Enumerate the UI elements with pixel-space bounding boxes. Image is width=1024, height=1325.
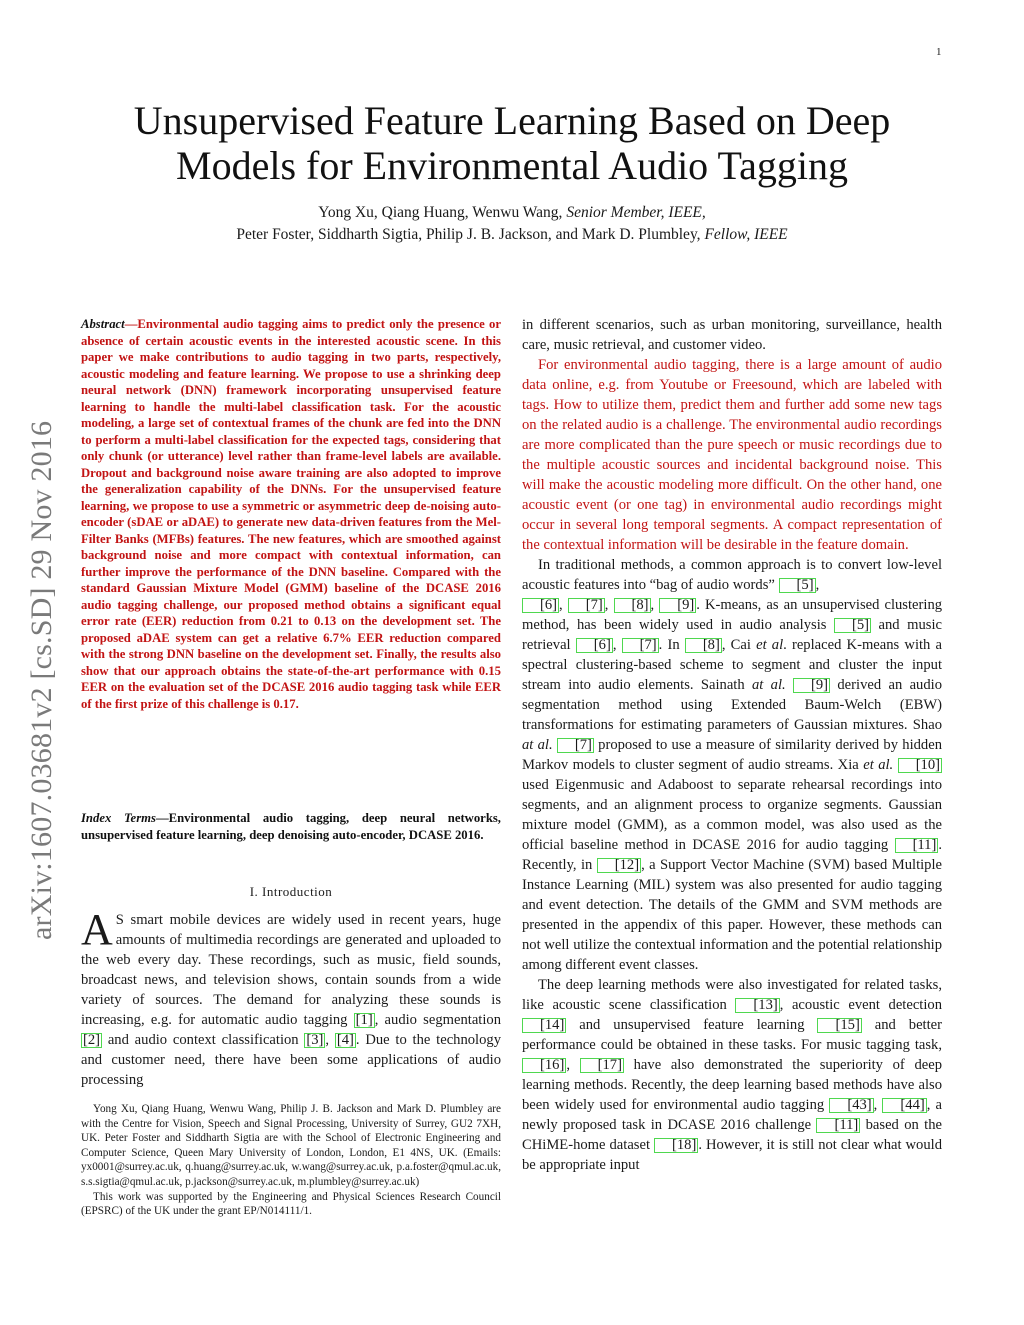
body-text: In traditional methods, a common approach is to convert low-level acoustic features into “bag of audio words” bbox=[522, 557, 942, 593]
body-text: proposed to use a measure of similarity derived by hidden Markov models to cluster segment of audio streams. Xia bbox=[522, 737, 943, 773]
intro-text: S smart mobile devices are widely used in recent years, huge amounts of multimedia recordings are generated and uploaded to the web every day. These recordings, such as music, field sounds, broadcast news, and television shows, contain sounds from a wide variety of sources. The demand for analyzing these sounds is increasing, e.g. for automatic audio tagging bbox=[81, 912, 501, 1028]
title-line-1: Unsupervised Feature Learning Based on Deep bbox=[133, 98, 891, 143]
paragraph-traditional-methods bbox=[522, 555, 942, 975]
author-list bbox=[60, 202, 964, 246]
footnote-affiliations: Yong Xu, Qiang Huang, Wenwu Wang, Philip J. B. Jackson and Mark D. Plumbley are with the Centre for Vision, Speech and Signal Processing, University of Surrey, GU2 7XH, UK. Peter Foster and Siddharth Sigtia are with the School of Electronic Engineering and Computer Science, Queen Mary University of London, London, E1 4NS, UK. (Emails: yx0001@surrey.ac.uk, q.huang@surrey.ac.uk, w.wang@surrey.ac.uk, p.a.foster@qmul.ac.uk, s.s.sigtia@qmul.ac.uk, p.jackson@surrey.ac.uk, m.plumbley@surrey.ac.uk) bbox=[81, 1103, 501, 1188]
authors-line-1 bbox=[60, 202, 964, 224]
body-text: . replaced K-means with a spectral clustering-based scheme to segment and cluster the input stream into audio elements. Sainath bbox=[522, 637, 942, 693]
citation-link[interactable]: [18] bbox=[654, 1138, 698, 1153]
citation-link[interactable]: [13] bbox=[735, 998, 779, 1013]
abstract-text: —Environmental audio tagging aims to predict only the presence or absence of certain acoustic events in the interested acoustic scene. In this paper we make contributions to audio tagging in two parts, respectively, acoustic modeling and feature learning. We propose to use a shrinking deep neural network (DNN) framework incorporating unsupervised feature learning to handle the multi-label classification task. For the acoustic modeling, a large set of contextual frames of the chunk are fed into the DNN to perform a multi-label classification for the expected tags, considering that only chunk (or utterance) level rather than frame-level labels are available. Dropout and background noise aware training are also adopted to improve the generalization capability of the DNNs. For the unsupervised feature learning, we propose to use a symmetric or asymmetric deep de-noising auto-encoder (sDAE or aDAE) to generate new data-driven features from the Mel-Filter Banks (MFBs) features. The new features, which are smoothed against background noise and more compact with contextual information, can further improve the performance of the DNN baseline. Compared with the standard Gaussian Mixture Model (GMM) baseline of the DCASE 2016 audio tagging challenge, our proposed method obtains a significant equal error rate (EER) reduction from 0.21 to 0.13 on the development set. The proposed aDAE system can get a relative 6.7% EER reduction compared with the strong DNN baseline on the development set. Finally, the results also show that our approach obtains the state-of-the-art performance with 0.15 EER on the evaluation set of the DCASE 2016 audio tagging task while EER of the first prize of this challenge is 0.17. bbox=[81, 317, 501, 711]
citation-link[interactable]: [6] bbox=[522, 598, 559, 613]
body-text: used Eigenmusic and Adaboost to separate rehearsal recordings into segments, and an alignment process to organize segments. Gaussian mixture model (GMM), as a common model, was also used as the official baseline method in DCASE 2016 for audio tagging bbox=[522, 777, 942, 853]
index-terms-label: Index Terms bbox=[81, 811, 156, 825]
citation-link[interactable]: [3] bbox=[306, 1032, 324, 1048]
citation-link[interactable]: [8] bbox=[614, 598, 651, 613]
body-text: et al bbox=[756, 637, 784, 653]
paragraph-deep-learning bbox=[522, 975, 942, 1175]
intro-text: . Due to the technology and customer need, there have been some applications of audio processing bbox=[81, 1032, 502, 1088]
citation-link[interactable]: [9] bbox=[659, 598, 696, 613]
drop-cap: A bbox=[81, 905, 113, 954]
citation-link[interactable]: [12] bbox=[597, 858, 641, 873]
citation-link[interactable]: [7] bbox=[568, 598, 605, 613]
citation-link[interactable]: [9] bbox=[793, 678, 830, 693]
citation-link[interactable]: [11] bbox=[895, 838, 939, 853]
citation-link[interactable]: [15] bbox=[817, 1018, 861, 1033]
body-text: . In bbox=[658, 637, 685, 653]
intro-text: , bbox=[325, 1032, 335, 1048]
body-text: and music retrieval bbox=[522, 617, 942, 653]
body-text: , bbox=[604, 597, 614, 613]
citation-link[interactable]: [16] bbox=[522, 1058, 566, 1073]
body-text: . However, it is still not clear what would be appropriate input bbox=[522, 1137, 942, 1173]
citation-link[interactable]: [7] bbox=[557, 738, 594, 753]
body-text: and better performance could be obtained in these tasks. For music tagging task, bbox=[522, 1017, 943, 1053]
body-text: , bbox=[873, 1097, 883, 1113]
body-text: at al. bbox=[522, 737, 553, 753]
citation-link[interactable]: [43] bbox=[829, 1098, 873, 1113]
body-text: . Recently, in bbox=[522, 837, 942, 873]
authors-names-1: Yong Xu, Qiang Huang, Wenwu Wang, bbox=[318, 204, 563, 221]
body-text: based on the CHiME-home dataset bbox=[522, 1117, 942, 1153]
authors-names-2: Peter Foster, Siddharth Sigtia, Philip J. B. Jackson, and Mark D. Plumbley, bbox=[236, 226, 701, 243]
introduction-paragraph bbox=[81, 905, 502, 1090]
section-heading-introduction: I. Introduction bbox=[249, 884, 333, 899]
authors-line-2 bbox=[60, 224, 964, 246]
body-text: have also demonstrated the superiority of deep learning methods. Recently, the deep learning based methods have also been widely used for environmental audio tagging bbox=[522, 1057, 943, 1113]
citation-link[interactable]: [7] bbox=[622, 638, 659, 653]
body-text: , a newly proposed task in DCASE 2016 challenge bbox=[522, 1097, 942, 1133]
body-text: . K-means, as an unsupervised clustering method, has been widely used in audio analysis bbox=[522, 597, 943, 633]
citation-link[interactable]: [5] bbox=[834, 618, 871, 633]
right-column-body bbox=[522, 315, 942, 1175]
body-text: derived an audio segmentation method using Extended Baum-Welch (EBW) transformations for estimating parameters of Gaussian mixtures. Shao bbox=[522, 677, 943, 733]
paragraph-highlighted: For environmental audio tagging, there is a large amount of audio data online, e.g. from Youtube or Freesound, which are labeled with tags. How to utilize them, predict them and further add some new tags on the related audio is a challenge. The environmental audio recordings are more complicated than the pure speech or music recordings due to the multiple acoustic sources and incidental background noise. This will make the acoustic modeling more difficult. On the other hand, one acoustic event (or one tag) in environmental audio recordings might occur in several long temporal segments. A compact representation of the contextual information will be desirable in the feature domain. bbox=[522, 357, 942, 553]
body-text: , bbox=[612, 637, 622, 653]
body-text: , bbox=[559, 597, 568, 613]
authors-role-2: Fellow, IEEE bbox=[704, 226, 788, 243]
body-text: et al. bbox=[863, 757, 894, 773]
body-text: , Cai bbox=[721, 637, 757, 653]
citation-link[interactable]: [14] bbox=[522, 1018, 566, 1033]
citation-link[interactable]: [17] bbox=[580, 1058, 624, 1073]
body-text: , bbox=[650, 597, 660, 613]
body-text: , bbox=[815, 577, 820, 593]
body-text: and unsupervised feature learning bbox=[566, 1017, 818, 1033]
abstract bbox=[81, 316, 501, 712]
body-text: , acoustic event detection bbox=[779, 997, 943, 1013]
arxiv-identifier: arXiv:1607.03681v2 [cs.SD] 29 Nov 2016 bbox=[25, 420, 58, 940]
citation-link[interactable]: [4] bbox=[336, 1032, 354, 1048]
title-line-2: Models for Environmental Audio Tagging bbox=[176, 143, 848, 188]
index-terms-text: —Environmental audio tagging, deep neural networks, unsupervised feature learning, deep denoising auto-encoder, DCASE 2016. bbox=[81, 811, 501, 842]
body-text: , bbox=[566, 1057, 580, 1073]
citation-link[interactable]: [5] bbox=[779, 578, 816, 593]
citation-link[interactable]: [11] bbox=[816, 1118, 860, 1133]
page-number: 1 bbox=[936, 46, 942, 58]
index-terms bbox=[81, 810, 501, 843]
paragraph-continuation: in different scenarios, such as urban monitoring, surveillance, health care, music retrieval, and customer video. bbox=[522, 317, 942, 353]
citation-link[interactable]: [44] bbox=[882, 1098, 926, 1113]
footnote bbox=[81, 1102, 501, 1219]
intro-text: and audio context classification bbox=[102, 1032, 305, 1048]
body-text: The deep learning methods were also investigated for related tasks, like acoustic scene classification bbox=[522, 977, 942, 1013]
abstract-label: Abstract bbox=[81, 317, 125, 331]
authors-role-1: Senior Member, IEEE, bbox=[566, 204, 706, 221]
footnote-funding: This work was supported by the Engineering and Physical Sciences Research Council (EPSRC) of the UK under the grant EP/N014111/1. bbox=[81, 1190, 501, 1218]
intro-text: , audio segmentation bbox=[374, 1012, 501, 1028]
citation-link[interactable]: [6] bbox=[576, 638, 613, 653]
paper-title bbox=[60, 98, 964, 188]
citation-link[interactable]: [10] bbox=[898, 758, 942, 773]
citation-link[interactable]: [2] bbox=[83, 1032, 101, 1048]
body-text: at al. bbox=[751, 677, 786, 693]
body-text: , a Support Vector Machine (SVM) based Multiple Instance Learning (MIL) system was also presented for audio tagging and event detection. The details of the GMM and SVM methods are presented in the appendix of this paper. However, these methods can not well utilize the contextual information and the potential relationship among different event classes. bbox=[522, 857, 943, 973]
citation-link[interactable]: [1] bbox=[355, 1012, 373, 1028]
citation-link[interactable]: [8] bbox=[685, 638, 722, 653]
